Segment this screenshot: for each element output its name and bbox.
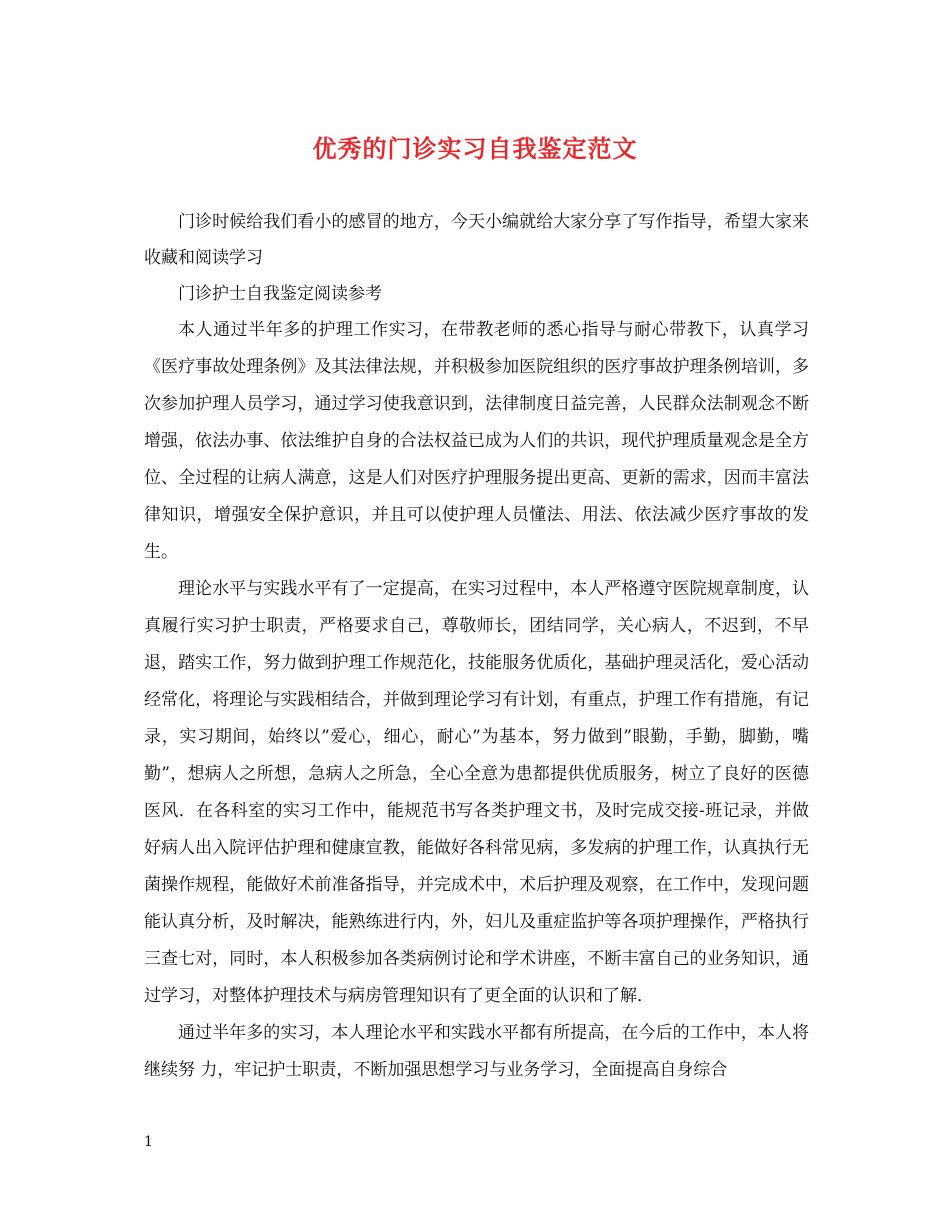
paragraph-subtitle: 门诊护士自我鉴定阅读参考 [178,284,382,304]
paragraph-practice: 理论水平与实践水平有了一定提高，在实习过程中，本人严格遵守医院规章制度，认真履行实习护士职责，严格要求自己，尊敬师长，团结同学，关心病人，不迟到，不早退，踏实工作，努力做到护理工作规范化，技能服务优质化，基础护理灵活化，爱心活动经常化，将理论与实践相结合，并做到理论学习有计划，有重点，护理工作有措施，有记录，实习期间，始终以”爱心，细心，耐心”为基本，努力做到”眼勤，手勤，脚勤，嘴勤”，想病人之所想，急病人之所急，全心全意为患都提供优质服务，树立了良好的医德医风．在各科室的实习工作中，能规范书写各类护理文书，及时完成交接-班记录，并做好病人出入院评估护理和健康宣教，能做好各科常见病，多发病的护理工作，认真执行无菌操作规程，能做好术前准备指导，并完成术中，术后护理及观察，在工作中，发现问题能认真分析，及时解决，能熟练进行内，外，妇儿及重症监护等各项护理操作，严格执行三查七对，同时，本人积极参加各类病例讨论和学术讲座，不断丰富自己的业务知识，通过学习，对整体护理技术与病房管理知识有了更全面的认识和了解． [144,579,809,1006]
document-body [144,204,809,1089]
page-number: 1 [144,1134,153,1150]
paragraph-conclusion: 通过半年多的实习，本人理论水平和实践水平都有所提高，在今后的工作中，本人将继续努 力，牢记护士职责，不断加强思想学习与业务学习，全面提高自身综合 [144,1023,809,1080]
paragraph-legal-study: 本人通过半年多的护理工作实习，在带教老师的悉心指导与耐心带教下，认真学习《医疗事故处理条例》及其法律法规，并积极参加医院组织的医疗事故护理条例培训，多次参加护理人员学习，通过学习使我意识到，法律制度日益完善，人民群众法制观念不断增强，依法办事、依法维护自身的合法权益已成为人们的共识，现代护理质量观念是全方位、全过程的让病人满意，这是人们对医疗护理服务提出更高、更新的需求，因而丰富法律知识，增强安全保护意识，并且可以使护理人员懂法、用法、依法减少医疗事故的发生。 [144,320,809,562]
document-title: 优秀的门诊实习自我鉴定范文 [312,134,638,163]
paragraph-intro: 门诊时候给我们看小的感冒的地方，今天小编就给大家分享了写作指导，希望大家来收藏和阅读学习 [144,212,809,268]
